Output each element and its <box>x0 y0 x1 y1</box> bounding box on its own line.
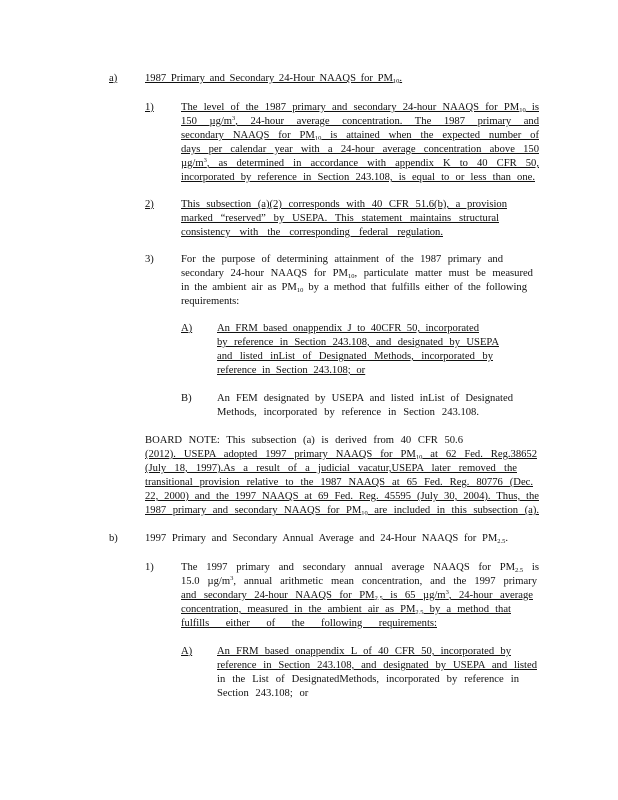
a3A-label: A) <box>181 323 193 334</box>
b1A-line: in the List of DesignatedMethods, incorporated by reference in <box>217 674 519 685</box>
board-note-line: 22, 2000) and the 1997 NAAQS at 69 Fed. Reg. 45595 (July 30, 2004). Thus, the <box>145 491 539 502</box>
subsection-a-heading: 1987 Primary and Secondary 24-Hour NAAQS for $PM_{10}$. <box>145 73 403 85</box>
b1-line: 15.0 $\mu g/m^3$, annual arithmetic mean concentration, and the 1997 primary <box>181 575 537 587</box>
a3-line: requirements: <box>181 296 240 307</box>
b1-line: concentration, measured in the ambient air as $PM_{2.5}$ by a method that <box>181 604 511 616</box>
b1A-label: A) <box>181 646 193 657</box>
a3B-line: An FEM designated by USEPA and listed inList of Designated <box>217 393 513 404</box>
a1-line: secondary NAAQS for $PM_{10}$ is attained when the expected number of <box>181 130 539 142</box>
a3-line: secondary 24-hour NAAQS for $PM_{10}$, particulate matter must be measured <box>181 268 533 280</box>
board-note-line: transitional provision relative to the 1987 NAAQS at 65 Fed. Reg. 80776 (Dec. <box>145 477 533 488</box>
a3A-line: reference in Section 243.108; or <box>217 365 366 376</box>
b1-label: 1) <box>145 562 154 573</box>
a1-line: The level of the 1987 primary and secondary 24-hour NAAQS for $PM_{10}$ is <box>181 102 539 114</box>
board-note-line: (July 18, 1997).As a result of a judicial vacatur,USEPA later removed the <box>145 463 517 474</box>
a2-line: This subsection (a)(2) corresponds with 40 CFR 51.6(b), a provision <box>181 199 507 210</box>
a3-label: 3) <box>145 254 154 265</box>
a2-line: consistency with the corresponding federal regulation. <box>181 227 443 238</box>
a2-line: marked “reserved” by USEPA. This statement maintains structural <box>181 213 499 224</box>
a3B-label: B) <box>181 393 192 404</box>
a2-label: 2) <box>145 199 154 210</box>
board-note-line: BOARD NOTE: This subsection (a) is derived from 40 CFR 50.6 <box>145 435 463 446</box>
b1A-line: Section 243.108; or <box>217 688 309 699</box>
b1-line: fulfills either of the following requirements: <box>181 618 437 629</box>
a1-line: 150 $\mu g/m^3$, 24-hour average concentration. The 1987 primary and <box>181 115 539 127</box>
b1-line: and secondary 24-hour NAAQS for $PM_{2.5}$ is 65 $\mu g/m^3$, 24-hour average <box>181 589 533 602</box>
subsection-b-label: b) <box>109 533 118 544</box>
b1A-line: reference in Section 243.108, and designated by USEPA and listed <box>217 660 537 671</box>
subsection-b-heading: 1997 Primary and Secondary Annual Average and 24-Hour NAAQS for $PM_{2.5}$. <box>145 533 509 545</box>
a3B-line: Methods, incorporated by reference in Section 243.108. <box>217 407 479 418</box>
board-note-line: (2012). USEPA adopted 1997 primary NAAQS for $PM_{10}$ at 62 Fed. Reg.38652 <box>145 449 538 461</box>
a1-label: 1) <box>145 102 154 113</box>
a3A-line: An FRM based onappendix J to 40CFR 50, incorporated <box>217 323 479 334</box>
subsection-a-label: a) <box>109 73 118 84</box>
a3-line: For the purpose of determining attainment of the 1987 primary and <box>181 254 503 265</box>
b1A-line: An FRM based onappendix L of 40 CFR 50, incorporated by <box>217 646 511 657</box>
a1-line: incorporated by reference in Section 243.108, is equal to or less than one. <box>181 172 535 183</box>
b1-line: The 1997 primary and secondary annual average NAAQS for $PM_{2.5}$ is <box>181 562 539 574</box>
a3A-line: and listed inList of Designated Methods, incorporated by <box>217 351 493 362</box>
a3A-line: by reference in Section 243.108, and designated by USEPA <box>217 337 499 348</box>
a3-line: in the ambient air as $PM_{10}$ by a method that fulfills either of the following <box>181 282 527 294</box>
board-note-line: 1987 primary and secondary NAAQS for $PM_{10}$ are included in this subsection (a). <box>145 505 539 517</box>
a1-line: $\mu g/m^3$, as determined in accordance with appendix K to 40 CFR 50, <box>181 157 539 169</box>
a1-line: days per calendar year with a 24-hour average concentration above 150 <box>181 144 539 155</box>
